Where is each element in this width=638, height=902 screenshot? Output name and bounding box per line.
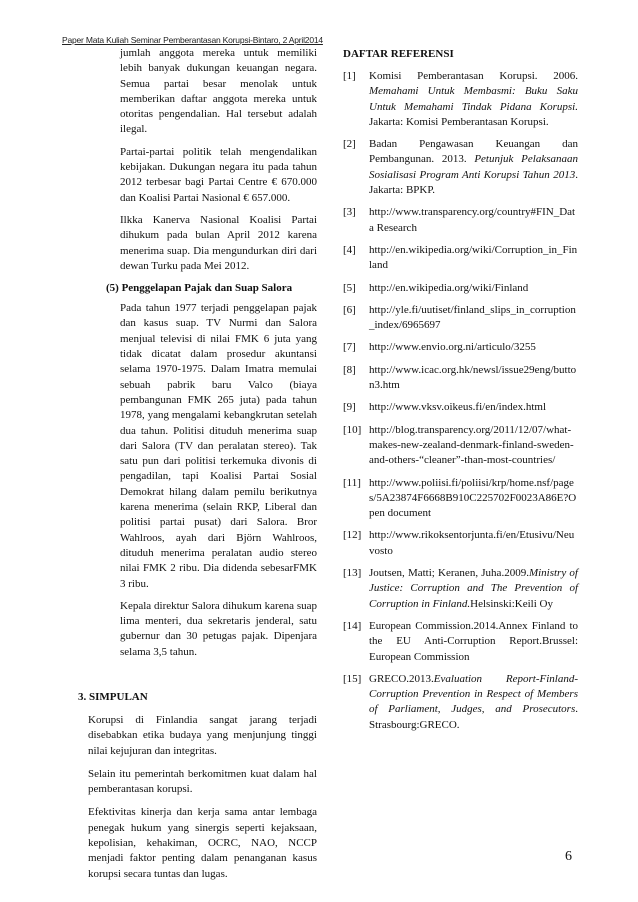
left-column (78, 46, 317, 890)
reference-link[interactable]: http://www.transparency.org/country#FIN_Data Research (369, 206, 576, 234)
reference-item (343, 672, 578, 733)
paragraph: Korupsi di Finlandia sangat jarang terjadi disebabkan etika budaya yang menjunjung tinggi nilai kejujuran dan integritas. (88, 713, 317, 757)
paragraph: jumlah anggota mereka untuk memiliki lebih banyak dukungan keuangan negara. Semua partai besar menolak untuk memberikan daftar anggota mereka untuk otoritas pengendalian. Hal tersebut adalah ilegal. (120, 47, 317, 136)
subsection-heading: (5) Penggelapan Pajak dan Suap Salora (106, 282, 293, 295)
reference-item (343, 340, 578, 355)
reference-number: [9] (343, 401, 356, 414)
reference-item (343, 281, 578, 296)
reference-item (343, 363, 578, 394)
reference-number: [2] (343, 138, 356, 151)
reference-item (343, 69, 578, 130)
reference-number: [12] (343, 529, 362, 542)
reference-item (343, 137, 578, 198)
paragraph: Ilkka Kanerva Nasional Koalisi Partai dihukum pada bulan April 2012 karena menerima suap. Dia mengundurkan diri dari dewan Turku pada Mei 2012. (120, 213, 317, 272)
reference-number: [8] (343, 363, 356, 376)
paragraph: Partai-partai politik telah mengendalikan kebijakan. Dukungan negara itu pada tahun 2012 terbesar bagi Partai Centre € 670.000 dan Koalisi Partai Nasional € 657.000. (120, 145, 317, 204)
section-heading: 3. SIMPULAN (78, 690, 148, 703)
reference-link[interactable]: http://www.icac.org.hk/newsl/issue29eng/button3.htm (369, 363, 577, 392)
references-heading: DAFTAR REFERENSI (343, 48, 454, 60)
reference-number: [3] (343, 206, 356, 219)
reference-link[interactable]: http://www.rikoksentorjunta.fi/en/Etusivu/Neuvosto (369, 529, 575, 557)
reference-item (343, 566, 578, 612)
reference-item (343, 476, 578, 522)
reference-text: GRECO.2013.Evaluation Report-Finland-Corruption Prevention in Respect of Members of Parliament, Judges, and Prosecutors. Strasbourg:GRECO. (369, 672, 578, 731)
reference-number: [11] (343, 476, 361, 489)
reference-number: [5] (343, 281, 356, 294)
reference-number: [10] (343, 423, 362, 436)
reference-number: [15] (343, 672, 362, 685)
reference-link[interactable]: http://www.vksv.oikeus.fi/en/index.html (369, 401, 547, 414)
paragraph: Kepala direktur Salora dihukum karena suap lima menteri, dua sekretaris jenderal, satu gubernur dan 30 petugas pajak. Dipenjara selama 3,5 tahun. (120, 599, 317, 658)
paragraph: Pada tahun 1977 terjadi penggelapan pajak dan kasus suap. TV Nurmi dan Salora menjual televisi di nilai FMK 6 juta yang tidak dicatat dalam prosedur akuntansi selama 1970-1975. Dalam Imatra memulai sebuah pabrik baru Valco (biaya pembangunan FMK 265 juta) pada tahun 1978, yang mengalami kebangkrutan setelah dua tahun. Politisi dituduh menerima suap dari Salora (TV dan peralatan stereo). Tak satu pun dari politisi terkemuka divonis di pengadilan, tapi Koalisi Partai Sosial Demokrat hilang dalam pemilu berikutnya karena menerima (selain RKP, Liberal dan politisi partai pusat) dari Salora. Bror Wahlroos, ayah dari Björn Wahlroos, dituduh menerima peralatan audio stereo nilai FMK 2 ribu. Dia didenda sebesarFMK 3 ribu. (120, 302, 317, 590)
reference-link[interactable]: http://www.poliisi.fi/poliisi/krp/home.nsf/pages/5A23874F6668B910C225702F0023A86E?Open document (369, 476, 577, 520)
reference-item (343, 528, 578, 559)
reference-number: [6] (343, 303, 356, 316)
reference-item (343, 303, 578, 334)
paragraph: Selain itu pemerintah berkomitmen kuat dalam hal pemberantasan korupsi. (88, 767, 317, 796)
reference-text: Komisi Pemberantasan Korupsi. 2006. Memahami Untuk Membasmi: Buku Saku Untuk Memahami Tindak Pidana Korupsi. Jakarta: Komisi Pemberantasan Korupsi. (369, 70, 578, 128)
reference-item (343, 205, 578, 236)
section-body (78, 713, 317, 882)
reference-link[interactable]: http://en.wikipedia.org/wiki/Corruption_in_Finland (369, 243, 578, 272)
running-header: Paper Mata Kuliah Seminar Pemberantasan Korupsi-Bintaro, 2 April2014 (62, 35, 323, 45)
reference-item (343, 619, 578, 665)
paragraph: Efektivitas kinerja dan kerja sama antar lembaga penegak hukum yang sinergis seperti kejaksaan, kepolisian, kehakiman, OCRC, NAO, NCCP menjadi faktor penting dalam penanganan kasus korupsi secara tuntas dan lugas. (88, 806, 317, 880)
reference-link[interactable]: http://blog.transparency.org/2011/12/07/what-makes-new-zealand-denmark-finland-sweden-and-others-“cleaner”-than-most-countries/ (369, 423, 574, 467)
right-column (343, 46, 578, 740)
reference-number: [1] (343, 70, 356, 82)
reference-number: [4] (343, 243, 356, 256)
reference-link[interactable]: http://www.envio.org.ni/articulo/3255 (369, 341, 536, 354)
reference-number: [13] (343, 567, 362, 580)
reference-item (343, 400, 578, 415)
page-number: 6 (565, 849, 572, 864)
reference-item (343, 243, 578, 274)
reference-text: Badan Pengawasan Keuangan dan Pembangunan. 2013. Petunjuk Pelaksanaan Sosialisasi Program Anti Korupsi Tahun 2013. Jakarta: BPKP. (369, 138, 578, 197)
reference-link[interactable]: http://en.wikipedia.org/wiki/Finland (369, 281, 529, 294)
reference-number: [7] (343, 341, 356, 354)
reference-link[interactable]: http://yle.fi/uutiset/finland_slips_in_corruption_index/6965697 (369, 303, 576, 332)
reference-number: [14] (343, 619, 362, 632)
reference-list (343, 69, 578, 733)
reference-text: European Commission.2014.Annex Finland to the EU Anti-Corruption Report.Brussel: European Commission (369, 619, 578, 663)
reference-item (343, 423, 578, 469)
reference-text: Joutsen, Matti; Keranen, Juha.2009.Ministry of Justice: Corruption and The Prevention of Corruption in Finland.Helsinski:Keili Oy (369, 567, 578, 610)
